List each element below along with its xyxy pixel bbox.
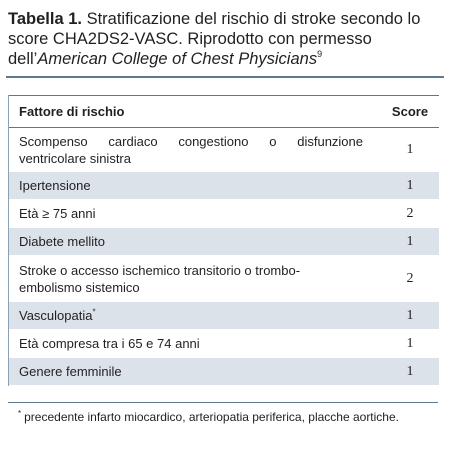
table-header-row	[9, 95, 439, 128]
table-row	[9, 330, 439, 358]
table-row	[9, 256, 439, 302]
row-factor: Età ≥ 75 anni	[19, 206, 96, 221]
row-score: 1	[406, 363, 414, 379]
row-score: 2	[406, 205, 414, 221]
table-row	[9, 358, 439, 386]
caption-divider	[6, 76, 444, 78]
footnote-mark: *	[18, 409, 22, 418]
footnote-text: precedente infarto miocardico, arteriopatia periferica, placche aortiche.	[24, 410, 399, 424]
row-factor: Vasculopatia	[19, 308, 93, 323]
row-score: 1	[406, 307, 414, 323]
caption-label: Tabella 1.	[8, 10, 82, 28]
table-row	[9, 172, 439, 200]
row-score: 1	[406, 141, 414, 157]
table-row	[9, 200, 439, 228]
row-factor: Ipertensione	[19, 178, 91, 193]
header-factor: Fattore di rischio	[19, 104, 125, 119]
table-footnote	[18, 408, 428, 427]
row-factor: Scompenso cardiaco congestiono o disfunzione ventricolare sinistra	[19, 133, 363, 166]
row-factor: Stroke o accesso ischemico transitorio o trombo-embolismo sistemico	[19, 262, 301, 295]
row-factor: Diabete mellito	[19, 234, 105, 249]
row-factor-cell	[9, 307, 381, 324]
table-row	[9, 302, 439, 330]
caption-ref: 9	[317, 48, 323, 59]
row-score: 1	[406, 233, 414, 249]
caption-source: American College of Chest Physicians	[37, 50, 318, 68]
row-score: 1	[406, 177, 414, 193]
footnote-divider	[8, 402, 438, 403]
table-row	[9, 128, 439, 172]
table-row	[9, 228, 439, 256]
footnote-marker: *	[92, 307, 96, 317]
table-caption	[8, 9, 442, 69]
row-factor: Genere femminile	[19, 364, 122, 379]
risk-table	[8, 95, 439, 386]
header-score: Score	[391, 104, 429, 119]
row-factor: Età compresa tra i 65 e 74 anni	[19, 336, 200, 351]
caption-text: Stratificazione del rischio di stroke secondo lo score CHA2DS2-VASC. Riprodotto con permesso dell’	[8, 10, 421, 68]
row-score: 2	[406, 270, 414, 286]
row-score: 1	[406, 335, 414, 351]
